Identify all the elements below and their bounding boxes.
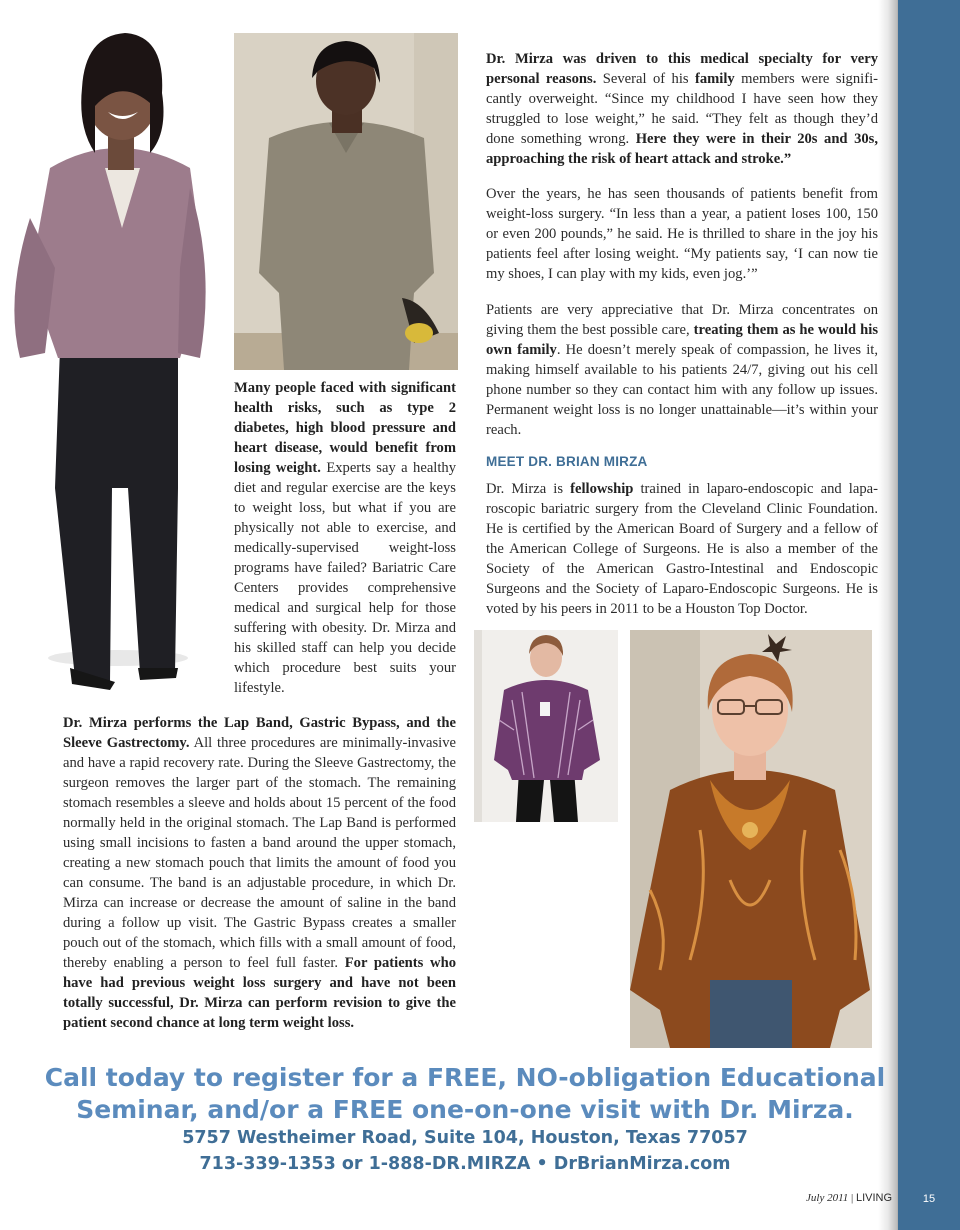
intro-paragraph <box>234 378 456 698</box>
text-run: Dr. Mirza performs the Lap Band, Gastric Bypass, and the Sleeve Gastrectomy. <box>63 715 456 751</box>
text-run: Experts say a healthy diet and regular exercise are the keys to weight loss, but what if you are physically not able to exercise, and medically-supervised weight-loss programs have failed? Bariatric Care Centers provides comprehensive medical and surgical help for those suffering with obesity. Dr. Mirza and his skilled staff can help you decide which procedure best suits your lifestyle. <box>234 460 457 696</box>
text-run: Dr. Mirza is <box>486 481 571 497</box>
text-run: Many people faced with significant health risks, such as type 2 diabetes, high blood pressure and heart disease, would benefit from losing weight. <box>234 380 456 476</box>
meet-doctor-subheading: MEET DR. BRIAN MIRZA <box>486 454 648 469</box>
footer-section: LIVING <box>855 1192 893 1204</box>
motivation-paragraph <box>486 49 878 169</box>
text-run: members were significantly overweight. “Since my childhood I have seen how they struggled to lose weight,” he said. “They felt as though they’d done something wrong. <box>486 71 878 147</box>
cta-phone-web: 713-339-1353 or 1-888-DR.MIRZA • DrBrianMirza.com <box>199 1154 731 1174</box>
text-run: trained in laparo-endoscopic and laparoscopic bariatric surgery from the Cleveland Clinic Foundation. He is certified by the American Board of Surgery and a fellow of the American College of Surgeons. He is also a member of the Society of the American Gastro-Intestinal and Endoscopic Surgeons and the Society of Laparo-Endoscopic Surgeons. He is voted by his peers in 2011 to be a Houston Top Doctor. <box>486 481 878 617</box>
footer-date: July 2011 <box>806 1192 849 1204</box>
text-run: For patients who have had previous weight loss surgery and have not been totally successful, Dr. Mirza can perform revision to give the patient second chance at long term weight loss. <box>63 955 456 1031</box>
text-run: Several of his <box>596 71 695 87</box>
page-curl-shadow <box>878 0 900 1230</box>
cta-contact <box>0 1125 930 1177</box>
text-run: Over the years, he has seen thousands of patients benefit from weight-loss surgery. “In less than a year, a patient loses 100, 150 or even 200 pounds,” he said. He is thrilled to share in the joy his patients feel after losing weight. “My patients say, ‘I can now tie my shoes, I can play with my kids, even jog.’” <box>486 186 878 282</box>
procedures-paragraph <box>63 713 456 1033</box>
compassion-paragraph <box>486 300 878 440</box>
cta-headline <box>0 1062 930 1126</box>
text-run: fellowship <box>570 481 634 497</box>
patients-benefit-paragraph <box>486 184 878 284</box>
after-photo-woman-standing <box>0 18 232 698</box>
footer-separator: | <box>851 1192 854 1204</box>
page-number: 15 <box>922 1193 936 1205</box>
text-run: Dr. Mirza was driven to this medical specialty for very personal reasons. <box>486 51 878 87</box>
text-run: family <box>694 71 735 87</box>
after-photo-woman-portrait <box>630 630 872 1048</box>
after-photo-woman-small <box>474 630 618 822</box>
text-run: Patients are very appreciative that Dr. Mirza concentrates on giving them the best possible care, <box>486 302 878 338</box>
text-run: Here they were in their 20s and 30s, approaching the risk of heart attack and stroke.” <box>486 131 878 167</box>
cta-address: 5757 Westheimer Road, Suite 104, Houston, Texas 77057 <box>182 1128 748 1148</box>
sidebar-color-strip <box>898 0 960 1230</box>
text-run: treating them as he would his own family <box>486 322 879 358</box>
cta-line-2: Seminar, and/or a FREE one-on-one visit with Dr. Mirza. <box>76 1095 854 1124</box>
doctor-bio-paragraph <box>486 479 878 619</box>
before-photo-woman <box>234 33 458 370</box>
cta-line-1: Call today to register for a FREE, NO-obligation Educational <box>44 1063 886 1092</box>
footer-folio-text <box>806 1192 892 1204</box>
text-run: . He doesn’t merely speak of compassion, he lives it, making himself available to his patients 24/7, giving out his cell phone number so they can contact him with any follow up issues. Permanent weight loss is no longer unattainable—it’s within your reach. <box>486 342 878 438</box>
text-run: All three procedures are minimally-invasive and have a rapid recovery rate. During the Sleeve Gastrectomy, the surgeon removes the larger part of the stomach. The remaining stomach resembles a sleeve and holds about 15 percent of the food normally held in the original stomach. The Lap Band is performed using small incisions to fasten a band around the upper stomach, creating a new stomach pouch that limits the amount of food you can consume. The band is an adjustable procedure, in which Dr. Mirza can increase or decrease the amount of saline in the band during a follow up visit. The Gastric Bypass creates a smaller pouch out of the stomach, which fills with a small amount of food, thereby enabling a person to feel full faster. <box>63 735 457 971</box>
